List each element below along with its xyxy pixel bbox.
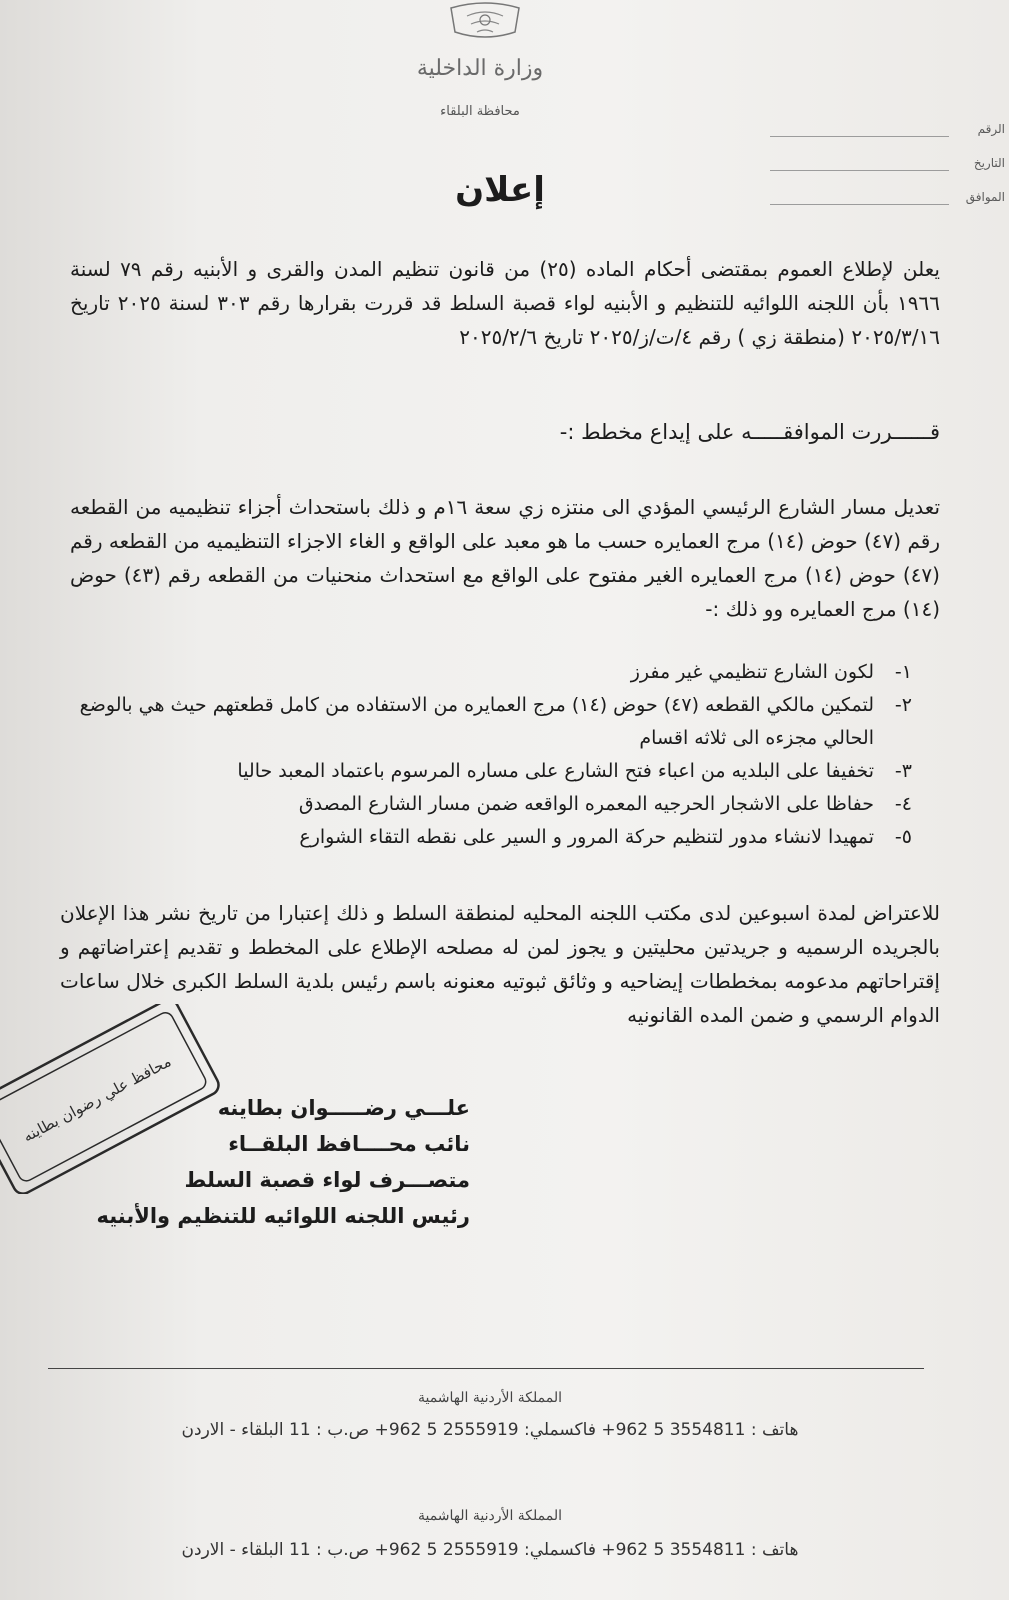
list-item-text: تخفيفا على البلديه من اعباء فتح الشارع على مساره المرسوم باعتماد المعبد حاليا bbox=[237, 760, 874, 782]
list-item-number: ٢- bbox=[894, 694, 912, 716]
governorate-name: محافظة البلقاء bbox=[440, 104, 520, 119]
signatory-role-district-administrator: متصـــرف لواء قصبة السلط bbox=[184, 1168, 470, 1192]
list-item-text: لكون الشارع تنظيمي غير مفرز bbox=[630, 661, 874, 683]
list-item bbox=[60, 788, 912, 821]
coat-of-arms-emblem bbox=[447, 2, 523, 42]
list-item bbox=[60, 689, 912, 755]
list-item-text: لتمكين مالكي القطعه (٤٧) حوض (١٤) مرج العمايره من الاستفاده من كامل قطعتهم حيث هي بالوضع الحالي مجزءه الى ثلاثه اقسام bbox=[79, 694, 874, 749]
decision-heading: قــــــررت الموافقـــــه على إيداع مخطط :- bbox=[559, 420, 940, 444]
ref-corresponding-field bbox=[770, 190, 1009, 210]
list-item bbox=[60, 656, 912, 689]
objection-paragraph: للاعتراض لمدة اسبوعين لدى مكتب اللجنه المحليه لمنطقة السلط و ذلك إعتبارا من تاريخ نشر هذا الإعلان بالجريده الرسميه و جريدتين محليتين و يجوز لمن له مصلحه الإطلاع على المخطط و تقديم إعتراضاتهم و إقتراحاتهم مدعومه بمخططات إيضاحيه و وثائق ثبوتيه معنونه باسم رئيس بلدية السلط الكبرى خلال ساعات الدوام الرسمي و ضمن المده القانونيه bbox=[60, 901, 940, 1027]
list-item bbox=[60, 755, 912, 788]
footer-kingdom-repeat: المملكة الأردنية الهاشمية bbox=[417, 1508, 563, 1524]
list-item-number: ١- bbox=[894, 661, 912, 683]
ref-date-field bbox=[770, 156, 1009, 176]
ref-number-field bbox=[770, 122, 1009, 142]
signature-block bbox=[60, 1090, 470, 1234]
footer-divider bbox=[48, 1368, 924, 1369]
announcement-title: إعلان bbox=[455, 170, 545, 210]
reasons-list bbox=[60, 656, 912, 854]
list-item-text: تمهيدا لانشاء مدور لتنظيم حركة المرور و السير على نقطه التقاء الشوارع bbox=[299, 826, 874, 848]
list-item-number: ٣- bbox=[894, 760, 912, 782]
plan-description-paragraph: تعديل مسار الشارع الرئيسي المؤدي الى منتزه زي سعة ١٦م و ذلك باستحداث أجزاء تنظيميه من القطعه رقم (٤٧) حوض (١٤) مرج العمايره حسب ما هو معبد على الواقع و الغاء الاجزاء التنظيميه من القطعه رقم (٤٧) حوض (١٤) مرج العمايره الغير مفتوح على الواقع مع استحداث منحنيات من القطعه رقم (٤٣) حوض (١٤) مرج العمايره وو ذلك :- bbox=[70, 495, 941, 621]
signatory-name: علـــي رضـــــوان بطاينه bbox=[217, 1096, 470, 1120]
list-item-number: ٤- bbox=[894, 793, 912, 815]
signatory-role-committee-head: رئيس اللجنه اللوائيه للتنظيم والأبنيه bbox=[96, 1204, 470, 1228]
intro-paragraph: يعلن لإطلاع العموم بمقتضى أحكام الماده (٢٥) من قانون تنظيم المدن والقرى و الأبنيه رقم ٧٩ لسنة ١٩٦٦ بأن اللجنه اللوائيه للتنظيم و الأبنيه لواء قصبة السلط قد قررت بقرارها رقم ٣٠٣ لسنة ٢٠٢٥ تاريخ ٢٠٢٥/٣/١٦ (منطقة زي ) رقم ٤/ت/ز/٢٠٢٥ تاريخ ٢٠٢٥/٢/٦ bbox=[70, 257, 940, 349]
ref-corresponding-label: الموافق bbox=[965, 190, 1005, 204]
footer-contact: هاتف : 3554811 5 962+ فاكسملي: 2555919 5 962+ ص.ب : 11 البلقاء - الاردن bbox=[181, 1420, 799, 1440]
footer-kingdom: المملكة الأردنية الهاشمية bbox=[417, 1390, 563, 1406]
footer-contact-repeat: هاتف : 3554811 5 962+ فاكسملي: 2555919 5 962+ ص.ب : 11 البلقاء - الاردن bbox=[181, 1540, 799, 1560]
ref-date-label: التاريخ bbox=[973, 156, 1005, 170]
signatory-role-deputy-governor: نائب محــــافظ البلقــاء bbox=[228, 1132, 470, 1156]
ref-number-label: الرقم bbox=[977, 122, 1005, 136]
stamp-text: محافظ علي رضوان بطاينه bbox=[19, 1052, 175, 1146]
list-item-number: ٥- bbox=[894, 826, 912, 848]
ministry-name: وزارة الداخلية bbox=[416, 56, 544, 81]
list-item bbox=[60, 821, 912, 854]
list-item-text: حفاظا على الاشجار الحرجيه المعمره الواقعه ضمن مسار الشارع المصدق bbox=[298, 793, 874, 815]
